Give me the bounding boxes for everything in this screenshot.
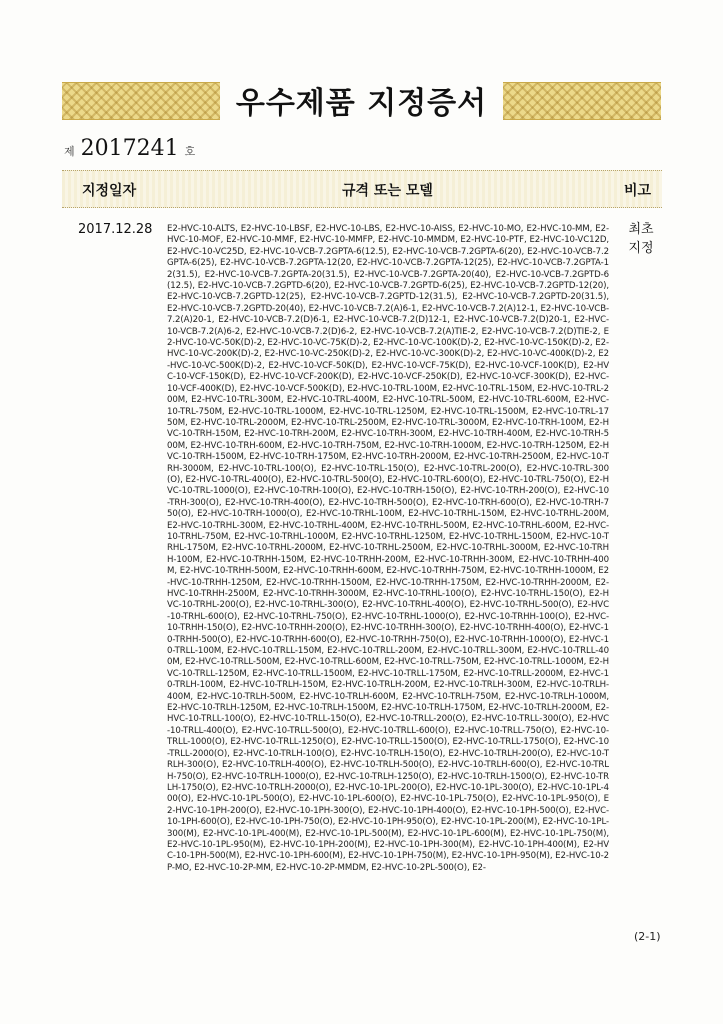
spec-model-list: E2-HVC-10-ALTS, E2-HVC-10-LBSF, E2-HVC-10-LBS, E2-HVC-10-AISS, E2-HVC-10-MO, E2-HVC-10-MM, E2-HVC-10-MOF, E2-HVC-10-MMF, E2-HVC-10-MMFP, E2-HVC-10-MMDM, E2-HVC-10-PTF, E2-HVC-10-VC12D, E2-HVC-10-VC25D, E2-HVC-10-VCB-7.2GPTA-6(12.5), E2-HVC-10-VCB-7.2GPTA-6(20), E2-HVC-10-VCB-7.2GPTA-6(25), E2-HVC-10-VCB-7.2GPTA-12(20, E2-HVC-10-VCB-7.2GPTA-12(25), E2-HVC-10-VCB-7.2GPTA-12(31.5), E2-HVC-10-VCB-7.2GPTA-20(31.5), E2-HVC-10-VCB-7.2GPTA-20(40), E2-HVC-10-VCB-7.2GPTD-6(12.5), E2-HVC-10-VCB-7.2GPTD-6(20), E2-HVC-10-VCB-7.2GPTD-6(25), E2-HVC-10-VCB-7.2GPTD-12(20), E2-HVC-10-VCB-7.2GPTD-12(25), E2-HVC-10-VCB-7.2GPTD-12(31.5), E2-HVC-10-VCB-7.2GPTD-20(31.5), E2-HVC-10-VCB-7.2GPTD-20(40), E2-HVC-10-VCB-7.2(A)6-1, E2-HVC-10-VCB-7.2(A)12-1, E2-HVC-10-VCB-7.2(A)20-1, E2-HVC-10-VCB-7.2(D)6-1, E2-HVC-10-VCB-7.2(D)12-1, E2-HVC-10-VCB-7.2(D)20-1, E2-HVC-10-VCB-7.2(A)6-2, E2-HVC-10-VCB-7.2(D)6-2, E2-HVC-10-VCB-7.2(A)TIE-2, E2-HVC-10-VCB-7.2(D)TIE-2, E2-HVC-10-VC-50K(D)-2, E2-HVC-10-VC-75K(D)-2, E2-HVC-10-VC-100K(D)-2, E2-HVC-10-VC-150K(D)-2, E2-HVC-10-VC-200K(D)-2, E2-HVC-10-VC-250K(D)-2, E2-HVC-10-VC-300K(D)-2, E2-HVC-10-VC-400K(D)-2, E2-HVC-10-VC-500K(D)-2, E2-HVC-10-VCF-50K(D), E2-HVC-10-VCF-75K(D), E2-HVC-10-VCF-100K(D), E2-HVC-10-VCF-150K(D), E2-HVC-10-VCF-200K(D), E2-HVC-10-VCF-250K(D), E2-HVC-10-VCF-300K(D), E2-HVC-10-VCF-400K(D), E2-HVC-10-VCF-500K(D), E2-HVC-10-TRL-100M, E2-HVC-10-TRL-150M, E2-HVC-10-TRL-200M, E2-HVC-10-TRL-300M, E2-HVC-10-TRL-400M, E2-HVC-10-TRL-500M, E2-HVC-10-TRL-600M, E2-HVC-10-TRL-750M, E2-HVC-10-TRL-1000M, E2-HVC-10-TRL-1250M, E2-HVC-10-TRL-1500M, E2-HVC-10-TRL-1750M, E2-HVC-10-TRL-2000M, E2-HVC-10-TRL-2500M, E2-HVC-10-TRL-3000M, E2-HVC-10-TRH-100M, E2-HVC-10-TRH-150M, E2-HVC-10-TRH-200M, E2-HVC-10-TRH-300M, E2-HVC-10-TRH-400M, E2-HVC-10-TRH-500M, E2-HVC-10-TRH-600M, E2-HVC-10-TRH-750M, E2-HVC-10-TRH-1000M, E2-HVC-10-TRH-1250M, E2-HVC-10-TRH-1500M, E2-HVC-10-TRH-1750M, E2-HVC-10-TRH-2000M, E2-HVC-10-TRH-2500M, E2-HVC-10-TRH-3000M, E2-HVC-10-TRL-100(O), E2-HVC-10-TRL-150(O), E2-HVC-10-TRL-200(O), E2-HVC-10-TRL-300(O), E2-HVC-10-TRL-400(O), E2-HVC-10-TRL-500(O), E2-HVC-10-TRL-600(O), E2-HVC-10-TRL-750(O), E2-HVC-10-TRL-1000(O), E2-HVC-10-TRH-100(O), E2-HVC-10-TRH-150(O), E2-HVC-10-TRH-200(O), E2-HVC-10-TRH-300(O), E2-HVC-10-TRH-400(O), E2-HVC-10-TRH-500(O), E2-HVC-10-TRH-600(O), E2-HVC-10-TRH-750(O), E2-HVC-10-TRH-1000(O), E2-HVC-10-TRHL-100M, E2-HVC-10-TRHL-150M, E2-HVC-10-TRHL-200M, E2-HVC-10-TRHL-300M, E2-HVC-10-TRHL-400M, E2-HVC-10-TRHL-500M, E2-HVC-10-TRHL-600M, E2-HVC-10-TRHL-750M, E2-HVC-10-TRHL-1000M, E2-HVC-10-TRHL-1250M, E2-HVC-10-TRHL-1500M, E2-HVC-10-TRHL-1750M, E2-HVC-10-TRHL-2000M, E2-HVC-10-TRHL-2500M, E2-HVC-10-TRHL-3000M, E2-HVC-10-TRHH-100M, E2-HVC-10-TRHH-150M, E2-HVC-10-TRHH-200M, E2-HVC-10-TRHH-300M, E2-HVC-10-TRHH-400M, E2-HVC-10-TRHH-500M, E2-HVC-10-TRHH-600M, E2-HVC-10-TRHH-750M, E2-HVC-10-TRHH-1000M, E2-HVC-10-TRHH-1250M, E2-HVC-10-TRHH-1500M, E2-HVC-10-TRHH-1750M, E2-HVC-10-TRHH-2000M, E2-HVC-10-TRHH-2500M, E2-HVC-10-TRHH-3000M, E2-HVC-10-TRHL-100(O), E2-HVC-10-TRHL-150(O), E2-HVC-10-TRHL-200(O), E2-HVC-10-TRHL-300(O), E2-HVC-10-TRHL-400(O), E2-HVC-10-TRHL-500(O), E2-HVC-10-TRHL-600(O), E2-HVC-10-TRHL-750(O), E2-HVC-10-TRHL-1000(O), E2-HVC-10-TRHH-100(O), E2-HVC-10-TRHH-150(O), E2-HVC-10-TRHH-200(O), E2-HVC-10-TRHH-300(O), E2-HVC-10-TRHH-400(O), E2-HVC-10-TRHH-500(O), E2-HVC-10-TRHH-600(O), E2-HVC-10-TRHH-750(O), E2-HVC-10-TRHH-1000(O), E2-HVC-10-TRLL-100M, E2-HVC-10-TRLL-150M, E2-HVC-10-TRLL-200M, E2-HVC-10-TRLL-300M, E2-HVC-10-TRLL-400M, E2-HVC-10-TRLL-500M, E2-HVC-10-TRLL-600M, E2-HVC-10-TRLL-750M, E2-HVC-10-TRLL-1000M, E2-HVC-10-TRLL-1250M, E2-HVC-10-TRLL-1500M, E2-HVC-10-TRLL-1750M, E2-HVC-10-TRLL-2000M, E2-HVC-10-TRLH-100M, E2-HVC-10-TRLH-150M, E2-HVC-10-TRLH-200M, E2-HVC-10-TRLH-300M, E2-HVC-10-TRLH-400M, E2-HVC-10-TRLH-500M, E2-HVC-10-TRLH-600M, E2-HVC-10-TRLH-750M, E2-HVC-10-TRLH-1000M, E2-HVC-10-TRLH-1250M, E2-HVC-10-TRLH-1500M, E2-HVC-10-TRLH-1750M, E2-HVC-10-TRLH-2000M, E2-HVC-10-TRLL-100(O), E2-HVC-10-TRLL-150(O), E2-HVC-10-TRLL-200(O), E2-HVC-10-TRLL-300(O), E2-HVC-10-TRLL-400(O), E2-HVC-10-TRLL-500(O), E2-HVC-10-TRLL-600(O), E2-HVC-10-TRLL-750(O), E2-HVC-10-TRLL-1000(O), E2-HVC-10-TRLL-1250(O), E2-HVC-10-TRLL-1500(O), E2-HVC-10-TRLL-1750(O), E2-HVC-10-TRLL-2000(O), E2-HVC-10-TRLH-100(O), E2-HVC-10-TRLH-150(O), E2-HVC-10-TRLH-200(O), E2-HVC-10-TRLH-300(O), E2-HVC-10-TRLH-400(O), E2-HVC-10-TRLH-500(O), E2-HVC-10-TRLH-600(O), E2-HVC-10-TRLH-750(O), E2-HVC-10-TRLH-1000(O), E2-HVC-10-TRLH-1250(O), E2-HVC-10-TRLH-1500(O), E2-HVC-10-TRLH-1750(O), E2-HVC-10-TRLH-2000(O), E2-HVC-10-1PL-200(O), E2-HVC-10-1PL-300(O), E2-HVC-10-1PL-400(O), E2-HVC-10-1PL-500(O), E2-HVC-10-1PL-600(O), E2-HVC-10-1PL-750(O), E2-HVC-10-1PL-950(O), E2-HVC-10-1PH-200(O), E2-HVC-10-1PH-300(O), E2-HVC-10-1PH-400(O), E2-HVC-10-1PH-500(O), E2-HVC-10-1PH-600(O), E2-HVC-10-1PH-750(O), E2-HVC-10-1PH-950(O), E2-HVC-10-1PL-200(M), E2-HVC-10-1PL-300(M), E2-HVC-10-1PL-400(M), E2-HVC-10-1PL-500(M), E2-HVC-10-1PL-600(M), E2-HVC-10-1PL-750(M), E2-HVC-10-1PL-950(M), E2-HVC-10-1PH-200(M), E2-HVC-10-1PH-300(M), E2-HVC-10-1PH-400(M), E2-HVC-10-1PH-500(M), E2-HVC-10-1PH-600(M), E2-HVC-10-1PH-750(M), E2-HVC-10-1PH-950(M), E2-HVC-10-2P-MO, E2-HVC-10-2P-MM, E2-HVC-10-2P-MMDM, E2-HVC-10-2PL-500(O), E2- bbox=[167, 224, 609, 873]
decorative-band-right bbox=[503, 82, 661, 120]
cert-number-prefix: 제 bbox=[64, 145, 75, 158]
page-number: (2-1) bbox=[634, 930, 661, 943]
header-spec-model: 규격 또는 모델 bbox=[342, 183, 433, 199]
decorative-band-left bbox=[62, 82, 220, 120]
designation-date: 2017.12.28 bbox=[78, 222, 153, 237]
remarks-value: 최초 지정 bbox=[628, 222, 654, 256]
certificate-number bbox=[64, 136, 195, 161]
cert-number-value: 2017241 bbox=[80, 136, 179, 161]
header-remarks: 비고 bbox=[624, 183, 652, 199]
document-title: 우수제품 지정증서 bbox=[235, 86, 488, 121]
header-designation-date: 지정일자 bbox=[82, 183, 137, 199]
cert-number-suffix: 호 bbox=[184, 145, 196, 158]
